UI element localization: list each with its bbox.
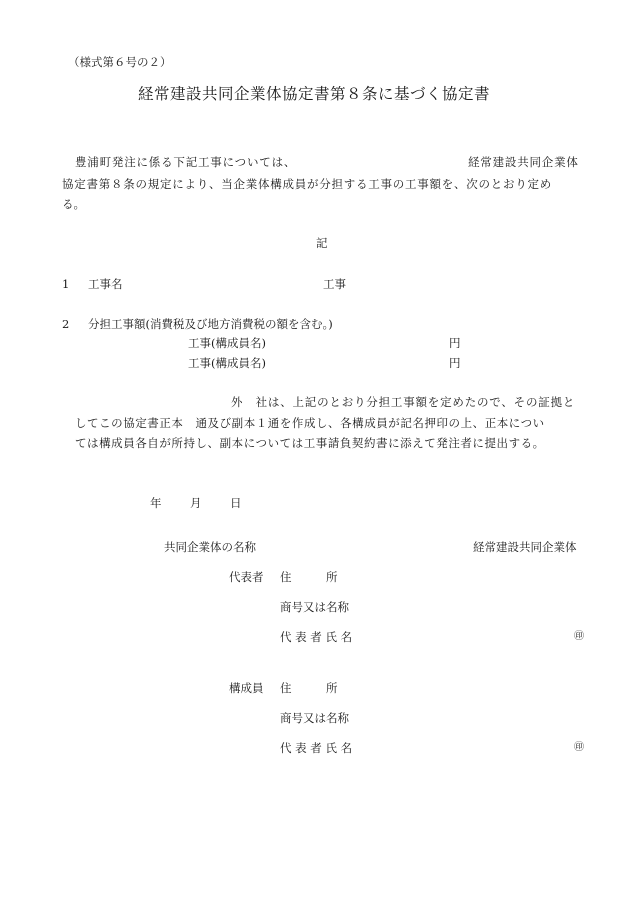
member-name-label: 代 表 者 氏 名: [280, 741, 353, 755]
item1-number: 1: [62, 277, 70, 291]
intro-line1-start: 豊浦町発注に係る下記工事については、: [75, 155, 297, 169]
item2-row2-label: 工事(構成員名): [188, 356, 266, 370]
member-address-label: 住 所: [280, 681, 338, 695]
representative-address-label: 住 所: [280, 570, 338, 584]
item2-row1-unit: 円: [449, 336, 461, 350]
jv-name-value: 経常建設共同企業体: [473, 540, 577, 554]
intro-line1-end: 経常建設共同企業体: [468, 155, 579, 169]
date-day: 日: [230, 496, 242, 510]
item1-value-suffix: 工事: [323, 277, 346, 291]
member-seal-mark: ㊞: [574, 742, 584, 753]
member-company-label: 商号又は名称: [280, 711, 349, 725]
representative-seal-mark: ㊞: [574, 631, 584, 642]
representative-role: 代表者: [229, 570, 264, 584]
item2-number: 2: [62, 317, 70, 331]
jv-name-label: 共同企業体の名称: [164, 540, 256, 554]
item2-row1-label: 工事(構成員名): [188, 336, 266, 350]
document-title: 経常建設共同企業体協定書第８条に基づく協定書: [138, 85, 491, 103]
member-role: 構成員: [229, 681, 264, 695]
representative-company-label: 商号又は名称: [280, 600, 349, 614]
form-number: （様式第６号の２）: [68, 55, 172, 69]
item2-label: 分担工事額(消費税及び地方消費税の額を含む。): [88, 317, 333, 331]
intro-line2: 協定書第８条の規定により、当企業体構成員が分担する工事の工事額を、次のとおり定め: [62, 177, 552, 191]
closing-line2: してこの協定書正本 通及び副本１通を作成し、各構成員が記名押印の上、正本につい: [75, 416, 545, 430]
ki-heading: 記: [316, 236, 328, 250]
item1-label: 工事名: [88, 277, 123, 291]
closing-line1: 外 社は、上記のとおり分担工事額を定めたので、その証拠と: [231, 395, 576, 409]
intro-line3: る。: [62, 197, 85, 211]
closing-line3: ては構成員各自が所持し、副本については工事請負契約書に添えて発注者に提出する。: [75, 436, 545, 450]
date-year: 年: [150, 496, 162, 510]
representative-name-label: 代 表 者 氏 名: [280, 630, 353, 644]
date-month: 月: [190, 496, 202, 510]
item2-row2-unit: 円: [449, 356, 461, 370]
